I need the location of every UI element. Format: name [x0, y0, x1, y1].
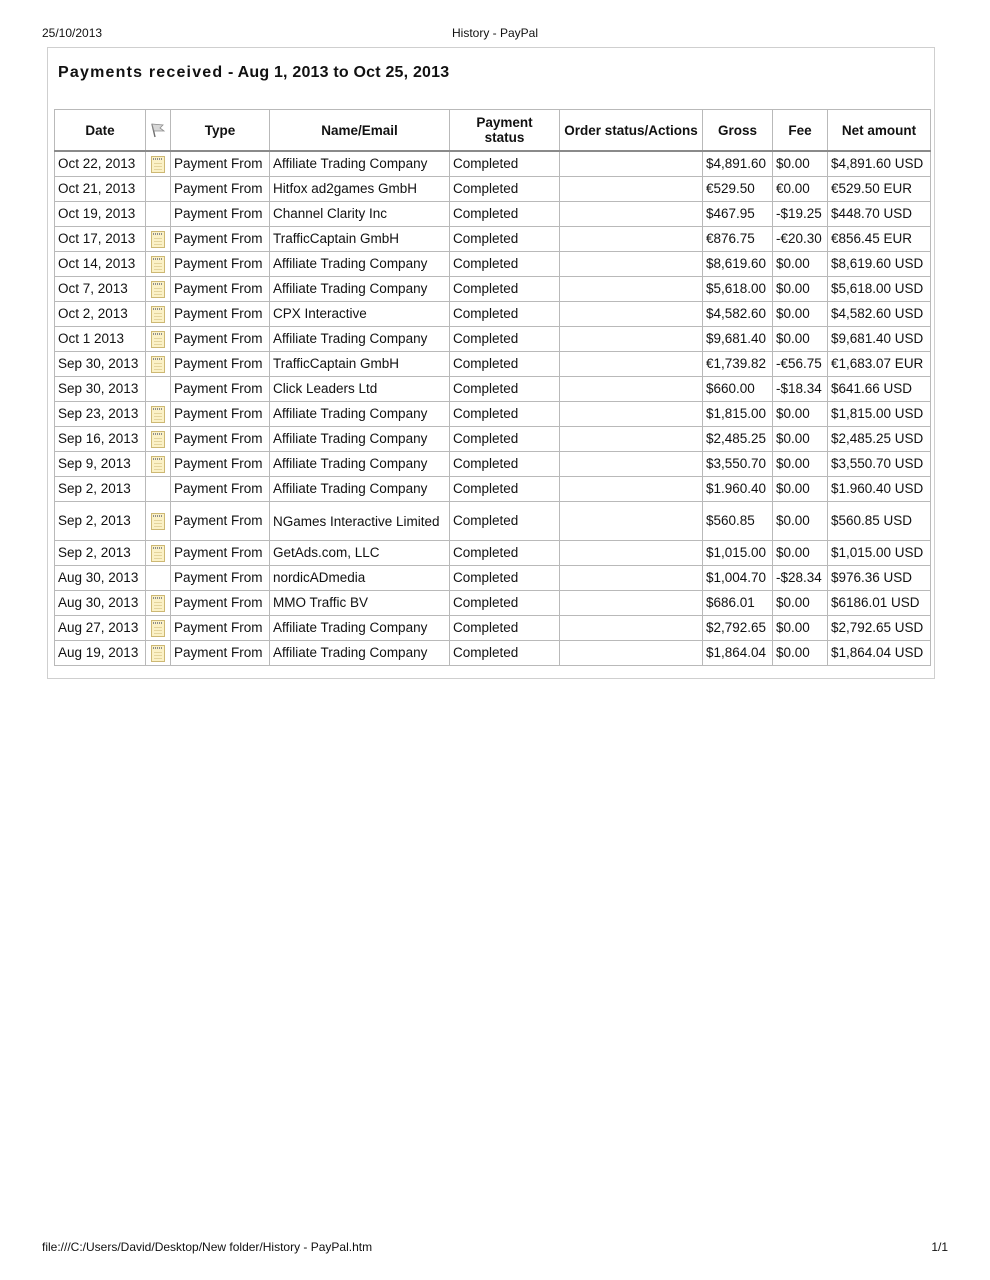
print-date: 25/10/2013: [42, 26, 103, 40]
cell-order: [560, 477, 703, 502]
cell-fee: $0.00: [773, 427, 828, 452]
cell-net: $5,618.00 USD: [828, 277, 931, 302]
cell-order: [560, 252, 703, 277]
cell-status: Completed: [450, 327, 560, 352]
cell-order: [560, 352, 703, 377]
cell-date[interactable]: Sep 2, 2013: [55, 477, 146, 502]
cell-type: Payment From: [171, 591, 270, 616]
cell-note[interactable]: [146, 591, 171, 616]
cell-net: $2,485.25 USD: [828, 427, 931, 452]
note-icon[interactable]: [151, 156, 165, 173]
header-name[interactable]: Name/Email: [270, 110, 450, 152]
cell-name[interactable]: TrafficCaptain GmbH: [270, 352, 450, 377]
cell-date[interactable]: Sep 9, 2013: [55, 452, 146, 477]
cell-order: [560, 277, 703, 302]
cell-net: $1.960.40 USD: [828, 477, 931, 502]
table-row[interactable]: [55, 252, 931, 277]
cell-type: Payment From: [171, 452, 270, 477]
cell-order: [560, 541, 703, 566]
cell-note[interactable]: [146, 277, 171, 302]
cell-note[interactable]: [146, 502, 171, 541]
cell-net: €856.45 EUR: [828, 227, 931, 252]
note-icon[interactable]: [151, 231, 165, 248]
cell-date[interactable]: Sep 2, 2013: [55, 541, 146, 566]
cell-gross: €1,739.82: [703, 352, 773, 377]
cell-date[interactable]: Sep 2, 2013: [55, 502, 146, 541]
cell-name[interactable]: Affiliate Trading Company: [270, 402, 450, 427]
table-row[interactable]: [55, 427, 931, 452]
cell-status: Completed: [450, 352, 560, 377]
print-file-path: file:///C:/Users/David/Desktop/New folder/History - PayPal.htm: [42, 1240, 373, 1254]
cell-type: Payment From: [171, 641, 270, 666]
cell-date[interactable]: Oct 1 2013: [55, 327, 146, 352]
print-footer: [0, 1240, 990, 1256]
cell-type: Payment From: [171, 502, 270, 541]
table-row[interactable]: [55, 202, 931, 227]
cell-gross: $1,864.04: [703, 641, 773, 666]
note-icon[interactable]: [151, 406, 165, 423]
header-payment-status-line2: status: [484, 130, 525, 145]
cell-fee: $0.00: [773, 452, 828, 477]
cell-date[interactable]: Oct 21, 2013: [55, 177, 146, 202]
cell-net: $560.85 USD: [828, 502, 931, 541]
cell-order: [560, 202, 703, 227]
cell-net: €529.50 EUR: [828, 177, 931, 202]
table-row[interactable]: [55, 302, 931, 327]
cell-gross: $9,681.40: [703, 327, 773, 352]
cell-status: Completed: [450, 202, 560, 227]
cell-name[interactable]: Channel Clarity Inc: [270, 202, 450, 227]
cell-note[interactable]: [146, 302, 171, 327]
table-row[interactable]: [55, 452, 931, 477]
panel-title: [58, 64, 449, 82]
cell-note[interactable]: [146, 427, 171, 452]
cell-gross: $4,582.60: [703, 302, 773, 327]
cell-date[interactable]: Oct 14, 2013: [55, 252, 146, 277]
cell-gross: $1,815.00: [703, 402, 773, 427]
table-row[interactable]: [55, 566, 931, 591]
cell-type: Payment From: [171, 402, 270, 427]
cell-type: Payment From: [171, 302, 270, 327]
cell-fee: $0.00: [773, 302, 828, 327]
cell-name[interactable]: Affiliate Trading Company: [270, 452, 450, 477]
cell-fee: -€56.75: [773, 352, 828, 377]
cell-order: [560, 402, 703, 427]
cell-fee: $0.00: [773, 616, 828, 641]
cell-net: $1,864.04 USD: [828, 641, 931, 666]
cell-date[interactable]: Sep 23, 2013: [55, 402, 146, 427]
cell-type: Payment From: [171, 352, 270, 377]
cell-fee: $0.00: [773, 327, 828, 352]
table-row[interactable]: [55, 227, 931, 252]
cell-status: Completed: [450, 377, 560, 402]
cell-fee: $0.00: [773, 502, 828, 541]
cell-net: $9,681.40 USD: [828, 327, 931, 352]
cell-fee: $0.00: [773, 477, 828, 502]
table-row[interactable]: [55, 641, 931, 666]
cell-order: [560, 591, 703, 616]
header-payment-status[interactable]: [450, 110, 560, 152]
cell-note[interactable]: [146, 641, 171, 666]
cell-gross: €529.50: [703, 177, 773, 202]
header-flag: [146, 110, 171, 152]
cell-status: Completed: [450, 252, 560, 277]
table-row[interactable]: [55, 327, 931, 352]
cell-gross: $8,619.60: [703, 252, 773, 277]
table-row[interactable]: [55, 502, 931, 541]
cell-name[interactable]: Affiliate Trading Company: [270, 641, 450, 666]
cell-fee: -€20.30: [773, 227, 828, 252]
cell-note[interactable]: [146, 402, 171, 427]
cell-fee: $0.00: [773, 277, 828, 302]
note-icon[interactable]: [151, 356, 165, 373]
cell-status: Completed: [450, 177, 560, 202]
header-net-amount[interactable]: Net amount: [828, 110, 931, 152]
cell-fee: -$18.34: [773, 377, 828, 402]
cell-net: $8,619.60 USD: [828, 252, 931, 277]
cell-fee: $0.00: [773, 402, 828, 427]
cell-order: [560, 452, 703, 477]
panel-title-received: Payments received: [58, 64, 224, 81]
cell-note: [146, 177, 171, 202]
cell-net: $6186.01 USD: [828, 591, 931, 616]
cell-date[interactable]: Sep 30, 2013: [55, 377, 146, 402]
cell-name[interactable]: MMO Traffic BV: [270, 591, 450, 616]
cell-fee: -$19.25: [773, 202, 828, 227]
cell-date[interactable]: Aug 27, 2013: [55, 616, 146, 641]
table-row[interactable]: [55, 541, 931, 566]
cell-name[interactable]: Affiliate Trading Company: [270, 327, 450, 352]
cell-status: Completed: [450, 427, 560, 452]
flag-icon: [149, 122, 167, 138]
note-icon[interactable]: [151, 595, 165, 612]
cell-status: Completed: [450, 302, 560, 327]
cell-note: [146, 566, 171, 591]
cell-note[interactable]: [146, 327, 171, 352]
cell-order: [560, 177, 703, 202]
cell-date[interactable]: Aug 30, 2013: [55, 591, 146, 616]
table-body: [55, 151, 931, 666]
cell-status: Completed: [450, 227, 560, 252]
cell-date[interactable]: Aug 30, 2013: [55, 566, 146, 591]
cell-note[interactable]: [146, 541, 171, 566]
cell-type: Payment From: [171, 277, 270, 302]
table-row[interactable]: [55, 277, 931, 302]
cell-name[interactable]: GetAds.com, LLC: [270, 541, 450, 566]
cell-net: $4,891.60 USD: [828, 151, 931, 177]
note-icon[interactable]: [151, 281, 165, 298]
table-row[interactable]: [55, 591, 931, 616]
cell-order: [560, 641, 703, 666]
cell-note[interactable]: [146, 227, 171, 252]
cell-net: $4,582.60 USD: [828, 302, 931, 327]
cell-gross: $2,792.65: [703, 616, 773, 641]
cell-fee: €0.00: [773, 177, 828, 202]
cell-gross: $1,004.70: [703, 566, 773, 591]
cell-note: [146, 477, 171, 502]
cell-gross: $3,550.70: [703, 452, 773, 477]
note-icon[interactable]: [151, 620, 165, 637]
cell-gross: $560.85: [703, 502, 773, 541]
cell-note[interactable]: [146, 252, 171, 277]
cell-fee: -$28.34: [773, 566, 828, 591]
cell-name[interactable]: Affiliate Trading Company: [270, 427, 450, 452]
cell-status: Completed: [450, 151, 560, 177]
cell-fee: $0.00: [773, 641, 828, 666]
cell-type: Payment From: [171, 327, 270, 352]
cell-order: [560, 566, 703, 591]
cell-name[interactable]: Affiliate Trading Company: [270, 252, 450, 277]
cell-name[interactable]: NGames Interactive Limited: [270, 502, 450, 541]
table-header-row: [55, 110, 931, 152]
print-page-number: 1/1: [931, 1240, 948, 1254]
cell-date[interactable]: Sep 30, 2013: [55, 352, 146, 377]
cell-type: Payment From: [171, 252, 270, 277]
cell-note[interactable]: [146, 352, 171, 377]
cell-date[interactable]: Oct 2, 2013: [55, 302, 146, 327]
cell-net: $976.36 USD: [828, 566, 931, 591]
cell-gross: $1.960.40: [703, 477, 773, 502]
cell-name[interactable]: nordicADmedia: [270, 566, 450, 591]
cell-status: Completed: [450, 616, 560, 641]
cell-order: [560, 502, 703, 541]
cell-order: [560, 427, 703, 452]
cell-name[interactable]: Affiliate Trading Company: [270, 151, 450, 177]
header-type[interactable]: Type: [171, 110, 270, 152]
cell-gross: $2,485.25: [703, 427, 773, 452]
cell-type: Payment From: [171, 616, 270, 641]
cell-order: [560, 377, 703, 402]
cell-note[interactable]: [146, 452, 171, 477]
note-icon[interactable]: [151, 645, 165, 662]
cell-type: Payment From: [171, 377, 270, 402]
table-row[interactable]: [55, 177, 931, 202]
cell-name[interactable]: CPX Interactive: [270, 302, 450, 327]
header-date[interactable]: Date: [55, 110, 146, 152]
cell-name[interactable]: Hitfox ad2games GmbH: [270, 177, 450, 202]
cell-order: [560, 151, 703, 177]
cell-net: $3,550.70 USD: [828, 452, 931, 477]
cell-note[interactable]: [146, 151, 171, 177]
cell-status: Completed: [450, 541, 560, 566]
cell-gross: $1,015.00: [703, 541, 773, 566]
table-row[interactable]: [55, 151, 931, 177]
cell-order: [560, 302, 703, 327]
header-fee[interactable]: Fee: [773, 110, 828, 152]
note-icon[interactable]: [151, 256, 165, 273]
cell-status: Completed: [450, 452, 560, 477]
cell-net: $2,792.65 USD: [828, 616, 931, 641]
cell-fee: $0.00: [773, 252, 828, 277]
cell-status: Completed: [450, 641, 560, 666]
note-icon[interactable]: [151, 431, 165, 448]
note-icon[interactable]: [151, 456, 165, 473]
cell-gross: $4,891.60: [703, 151, 773, 177]
cell-name[interactable]: Affiliate Trading Company: [270, 277, 450, 302]
header-gross[interactable]: Gross: [703, 110, 773, 152]
note-icon[interactable]: [151, 306, 165, 323]
table-row[interactable]: [55, 477, 931, 502]
cell-name[interactable]: Affiliate Trading Company: [270, 616, 450, 641]
note-icon[interactable]: [151, 513, 165, 530]
cell-note: [146, 202, 171, 227]
cell-gross: $467.95: [703, 202, 773, 227]
cell-date[interactable]: Oct 7, 2013: [55, 277, 146, 302]
cell-status: Completed: [450, 402, 560, 427]
cell-name[interactable]: Affiliate Trading Company: [270, 477, 450, 502]
cell-status: Completed: [450, 477, 560, 502]
cell-status: Completed: [450, 566, 560, 591]
cell-type: Payment From: [171, 202, 270, 227]
cell-date[interactable]: Oct 19, 2013: [55, 202, 146, 227]
cell-date[interactable]: Sep 16, 2013: [55, 427, 146, 452]
history-table: [54, 109, 931, 666]
cell-name[interactable]: Click Leaders Ltd: [270, 377, 450, 402]
cell-gross: $660.00: [703, 377, 773, 402]
cell-date[interactable]: Aug 19, 2013: [55, 641, 146, 666]
cell-gross: $5,618.00: [703, 277, 773, 302]
cell-type: Payment From: [171, 151, 270, 177]
cell-gross: $686.01: [703, 591, 773, 616]
cell-status: Completed: [450, 502, 560, 541]
cell-type: Payment From: [171, 427, 270, 452]
cell-net: $1,815.00 USD: [828, 402, 931, 427]
cell-note[interactable]: [146, 616, 171, 641]
cell-order: [560, 616, 703, 641]
cell-gross: €876.75: [703, 227, 773, 252]
cell-date[interactable]: Oct 22, 2013: [55, 151, 146, 177]
cell-fee: $0.00: [773, 151, 828, 177]
cell-net: $448.70 USD: [828, 202, 931, 227]
note-icon[interactable]: [151, 331, 165, 348]
cell-status: Completed: [450, 591, 560, 616]
cell-order: [560, 327, 703, 352]
table-row[interactable]: [55, 377, 931, 402]
table-row[interactable]: [55, 616, 931, 641]
print-header: [0, 26, 990, 42]
cell-fee: $0.00: [773, 591, 828, 616]
cell-net: $1,015.00 USD: [828, 541, 931, 566]
cell-type: Payment From: [171, 177, 270, 202]
cell-type: Payment From: [171, 566, 270, 591]
cell-type: Payment From: [171, 477, 270, 502]
header-payment-status-line1: Payment: [476, 115, 533, 130]
panel-title-range: - Aug 1, 2013 to Oct 25, 2013: [223, 64, 450, 81]
table-row[interactable]: [55, 402, 931, 427]
cell-order: [560, 227, 703, 252]
cell-fee: $0.00: [773, 541, 828, 566]
table-row[interactable]: [55, 352, 931, 377]
header-order-status[interactable]: Order status/Actions: [560, 110, 703, 152]
cell-name[interactable]: TrafficCaptain GmbH: [270, 227, 450, 252]
note-icon[interactable]: [151, 545, 165, 562]
print-title: History - PayPal: [451, 26, 539, 40]
cell-net: €1,683.07 EUR: [828, 352, 931, 377]
cell-type: Payment From: [171, 541, 270, 566]
cell-type: Payment From: [171, 227, 270, 252]
cell-note: [146, 377, 171, 402]
cell-net: $641.66 USD: [828, 377, 931, 402]
cell-status: Completed: [450, 277, 560, 302]
cell-date[interactable]: Oct 17, 2013: [55, 227, 146, 252]
payments-panel: [47, 47, 935, 679]
